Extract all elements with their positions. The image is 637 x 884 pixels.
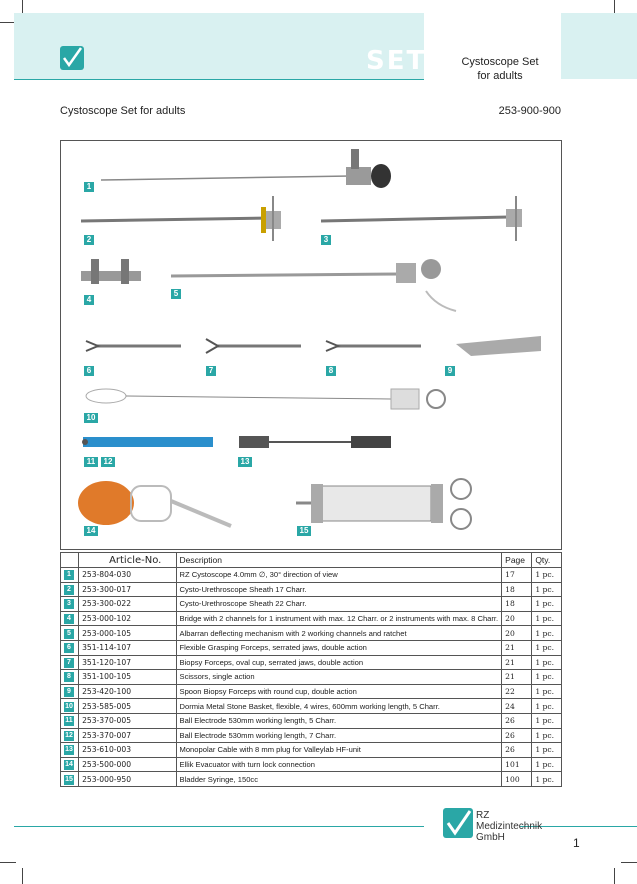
row-index-cell (61, 699, 79, 714)
row-index-cell (61, 655, 79, 670)
company-name: RZ Medizintechnik GmbH (476, 810, 543, 843)
cystoscope-drawing (101, 149, 391, 188)
quantity: 1 pc. (532, 728, 562, 743)
table-row (61, 670, 562, 685)
figure-label: 3 (321, 235, 331, 245)
figure-label: 12 (101, 457, 115, 467)
figure-label: 2 (84, 235, 94, 245)
quantity: 1 pc. (532, 655, 562, 670)
table-row (61, 743, 562, 758)
rz-logo (60, 46, 84, 70)
row-index-cell (61, 597, 79, 612)
table-row (61, 640, 562, 655)
col-article: Article-No. (79, 553, 176, 568)
page-ref: 22 (502, 684, 532, 699)
table-row (61, 772, 562, 787)
figure-label: 6 (84, 366, 94, 376)
page-ref: 21 (502, 655, 532, 670)
quantity: 1 pc. (532, 597, 562, 612)
table-header-row (61, 553, 562, 568)
page-ref: 26 (502, 728, 532, 743)
article-number: 253-420-100 (79, 684, 176, 699)
figure-label: 10 (84, 413, 98, 423)
table-row (61, 582, 562, 597)
footer-logo-check-icon (443, 808, 473, 838)
quantity: 1 pc. (532, 568, 562, 583)
header-band-right (561, 13, 637, 79)
article-number: 253-370-005 (79, 713, 176, 728)
crop-mark (22, 868, 23, 884)
sets-label: SETS (366, 46, 447, 76)
row-number-badge: 10 (65, 702, 73, 710)
item-description: Dormia Metal Stone Basket, flexible, 4 wires, 600mm working length, 5 Charr. (176, 699, 502, 714)
row-index-cell (61, 772, 79, 787)
row-index-cell (61, 640, 79, 655)
page-ref: 17 (502, 568, 532, 583)
figure-label: 14 (84, 526, 98, 536)
footer-rz-logo (443, 808, 473, 838)
quantity: 1 pc. (532, 699, 562, 714)
article-number: 253-000-102 (79, 611, 176, 626)
quantity: 1 pc. (532, 640, 562, 655)
footer-rule (14, 826, 424, 827)
item-description: Ball Electrode 530mm working length, 5 Charr. (176, 713, 502, 728)
figure-label: 15 (297, 526, 311, 536)
row-number-badge: 8 (64, 672, 74, 682)
article-number: 253-370-007 (79, 728, 176, 743)
table-row (61, 757, 562, 772)
article-number: 253-585-005 (79, 699, 176, 714)
row-number-badge: 11 (65, 717, 73, 725)
article-number: 253-500-000 (79, 757, 176, 772)
item-description: Ellik Evacuator with turn lock connection (176, 757, 502, 772)
article-number: 351-120-107 (79, 655, 176, 670)
page-ref: 18 (502, 597, 532, 612)
cable-drawing (239, 436, 391, 448)
col-index (61, 553, 79, 568)
col-description: Description (176, 553, 502, 568)
row-index-cell (61, 670, 79, 685)
page-ref: 24 (502, 699, 532, 714)
article-number: 253-000-105 (79, 626, 176, 641)
crop-mark (621, 862, 637, 863)
table-row (61, 684, 562, 699)
header-rule (14, 79, 424, 80)
row-number-badge: 1 (64, 570, 74, 580)
row-index-cell (61, 568, 79, 583)
evacuator-drawing (78, 481, 231, 526)
page-ref: 18 (502, 582, 532, 597)
quantity: 1 pc. (532, 626, 562, 641)
forceps-drawings (86, 336, 541, 356)
albarran-drawing (171, 259, 456, 311)
quantity: 1 pc. (532, 611, 562, 626)
row-number-badge: 4 (64, 614, 74, 624)
page-ref: 101 (502, 757, 532, 772)
item-description: Ball Electrode 530mm working length, 7 Charr. (176, 728, 502, 743)
article-number: 351-114-107 (79, 640, 176, 655)
table-row (61, 626, 562, 641)
col-page: Page (502, 553, 532, 568)
instrument-figure (60, 140, 562, 550)
table-row (61, 611, 562, 626)
item-description: Cysto-Urethroscope Sheath 22 Charr. (176, 597, 502, 612)
header-title: Cystoscope Set for adults (461, 56, 539, 82)
table-row (61, 713, 562, 728)
page-ref: 20 (502, 626, 532, 641)
col-qty: Qty. (532, 553, 562, 568)
doc-title: Cystoscope Set for adults (60, 105, 186, 117)
page-ref: 100 (502, 772, 532, 787)
article-table (60, 552, 562, 787)
row-index-cell (61, 713, 79, 728)
row-index-cell (61, 757, 79, 772)
page-number: 1 (573, 836, 580, 850)
figure-label: 9 (445, 366, 455, 376)
row-number-badge: 13 (65, 746, 73, 754)
quantity: 1 pc. (532, 743, 562, 758)
table-row (61, 655, 562, 670)
article-number: 253-300-017 (79, 582, 176, 597)
table-row (61, 568, 562, 583)
item-description: Cysto-Urethroscope Sheath 17 Charr. (176, 582, 502, 597)
crop-mark (614, 868, 615, 884)
quantity: 1 pc. (532, 713, 562, 728)
item-description: RZ Cystoscope 4.0mm ∅, 30° direction of view (176, 568, 502, 583)
item-description: Spoon Biopsy Forceps with round cup, double action (176, 684, 502, 699)
doc-code: 253-900-900 (498, 105, 561, 117)
sheath-22-drawing (321, 196, 522, 241)
item-description: Bladder Syringe, 150cc (176, 772, 502, 787)
row-index-cell (61, 611, 79, 626)
sheath-17-drawing (81, 196, 281, 241)
item-description: Albarran deflecting mechanism with 2 working channels and ratchet (176, 626, 502, 641)
page-ref: 21 (502, 640, 532, 655)
row-index-cell (61, 626, 79, 641)
instruments-illustration (61, 141, 561, 549)
row-number-badge: 12 (65, 731, 73, 739)
article-number: 253-300-022 (79, 597, 176, 612)
quantity: 1 pc. (532, 772, 562, 787)
quantity: 1 pc. (532, 670, 562, 685)
figure-label: 8 (326, 366, 336, 376)
electrode-drawing (82, 437, 213, 447)
page-ref: 21 (502, 670, 532, 685)
quantity: 1 pc. (532, 582, 562, 597)
figure-label: 13 (238, 457, 252, 467)
figure-label: 5 (171, 289, 181, 299)
row-number-badge: 15 (65, 775, 73, 783)
article-number: 253-000-950 (79, 772, 176, 787)
syringe-drawing (296, 479, 471, 529)
crop-mark (0, 862, 16, 863)
table-row (61, 699, 562, 714)
logo-check-icon (60, 46, 84, 70)
quantity: 1 pc. (532, 684, 562, 699)
item-description: Monopolar Cable with 8 mm plug for Valleylab HF-unit (176, 743, 502, 758)
item-description: Biopsy Forceps, oval cup, serrated jaws, double action (176, 655, 502, 670)
figure-label: 7 (206, 366, 216, 376)
bridge-drawing (81, 259, 141, 284)
article-number: 253-804-030 (79, 568, 176, 583)
figure-label: 11 (84, 457, 98, 467)
item-description: Scissors, single action (176, 670, 502, 685)
quantity: 1 pc. (532, 757, 562, 772)
table-row (61, 597, 562, 612)
row-number-badge: 9 (64, 687, 74, 697)
row-number-badge: 6 (64, 643, 74, 653)
row-number-badge: 14 (65, 761, 73, 769)
article-number: 351-100-105 (79, 670, 176, 685)
page-ref: 26 (502, 713, 532, 728)
figure-label: 4 (84, 295, 94, 305)
row-number-badge: 3 (64, 599, 74, 609)
page-ref: 20 (502, 611, 532, 626)
row-index-cell (61, 582, 79, 597)
row-number-badge: 5 (64, 629, 74, 639)
table-row (61, 728, 562, 743)
basket-drawing (86, 389, 445, 409)
figure-label: 1 (84, 182, 94, 192)
row-number-badge: 7 (64, 658, 74, 668)
item-description: Flexible Grasping Forceps, serrated jaws, double action (176, 640, 502, 655)
row-index-cell (61, 728, 79, 743)
page-ref: 26 (502, 743, 532, 758)
row-index-cell (61, 743, 79, 758)
item-description: Bridge with 2 channels for 1 instrument with max. 12 Charr. or 2 instruments with max. 8 Charr. (176, 611, 502, 626)
row-number-badge: 2 (64, 585, 74, 595)
article-number: 253-610-003 (79, 743, 176, 758)
row-index-cell (61, 684, 79, 699)
